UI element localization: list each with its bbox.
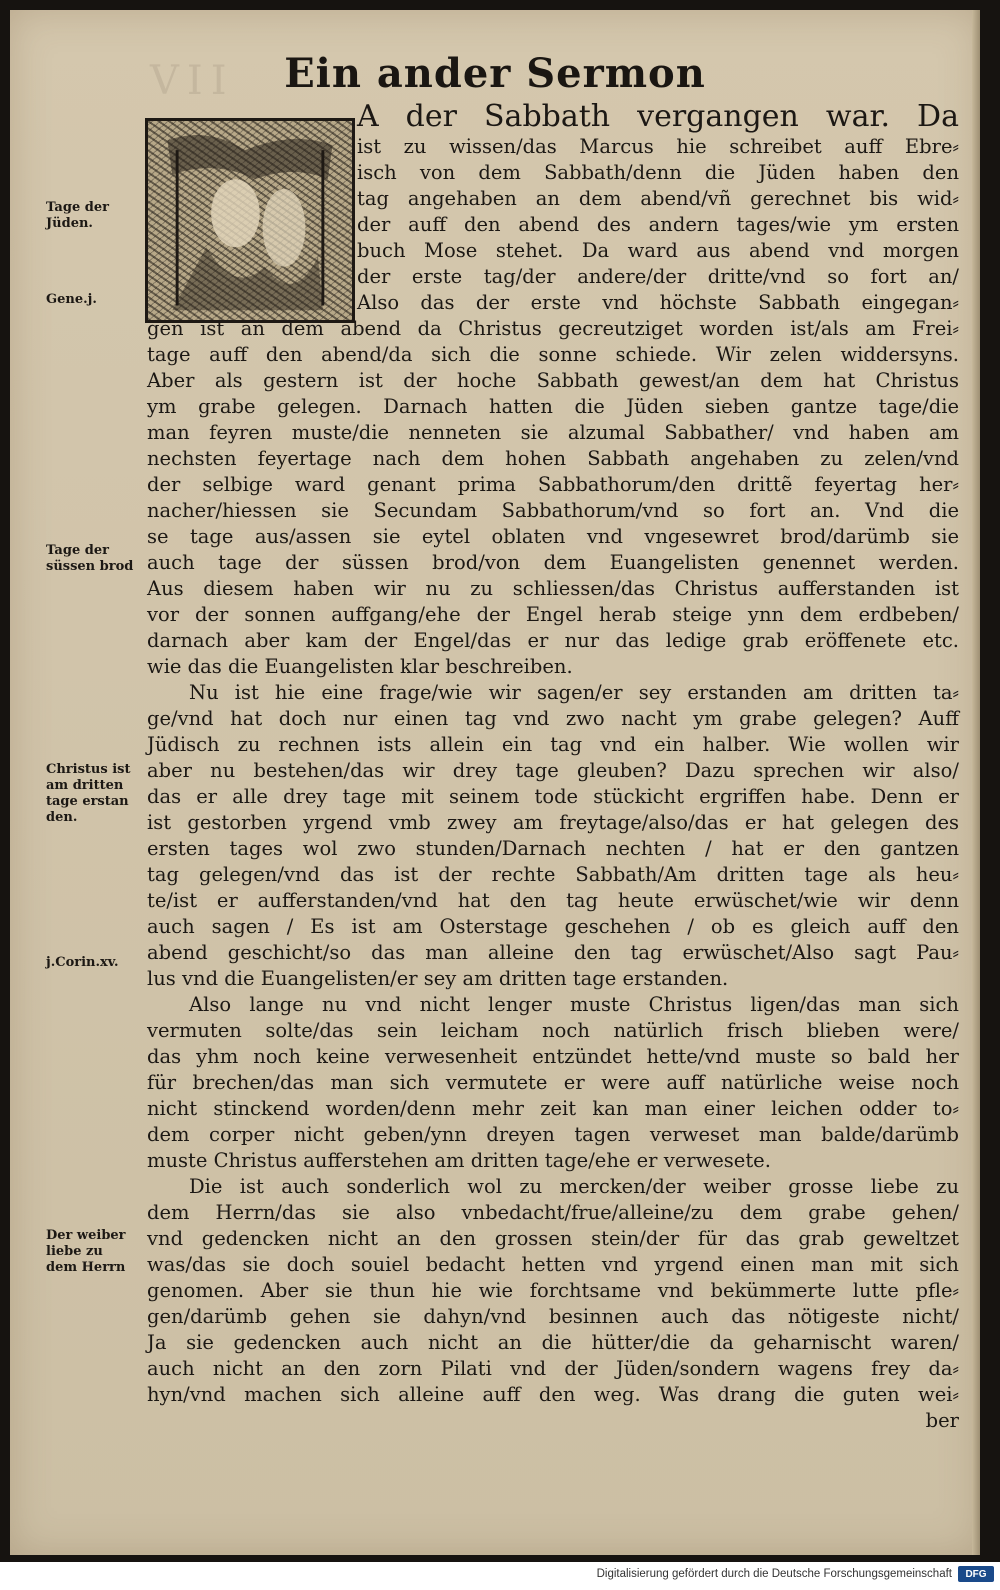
margin-note xyxy=(46,543,156,575)
margin-note xyxy=(46,955,156,971)
margin-note-line: tage erstan xyxy=(46,794,129,809)
text-line: muste Christus aufferstehen am dritten tage/ehe er verwesete. xyxy=(147,1149,771,1172)
funding-credit: Digitalisierung gefördert durch die Deutsche Forschungsgemeinschaft xyxy=(596,1568,952,1580)
text-line: vor der sonnen auffgang/ehe der Engel herab steige ynn dem erdbeben/ xyxy=(147,603,959,626)
text-line: auch sagen / Es ist am Osterstage geschehen / ob es gleich auff den xyxy=(147,915,959,938)
text-line: te/ist er aufferstanden/vnd hat den tag heute erwüschet/wie wir denn xyxy=(147,889,959,912)
text-line: genomen. Aber sie thun hie wie forchtsame vnd bekümmerte lutte pfle⸗ xyxy=(147,1279,959,1302)
text-line: dem Herrn/das sie also vnbedacht/frue/alleine/zu dem grabe gehen/ xyxy=(147,1201,959,1224)
margin-note-line: Tage der xyxy=(46,543,109,558)
page-edge xyxy=(972,10,980,1555)
text-line: tag angehaben an dem abend/vñ gerechnet bis wid⸗ xyxy=(357,187,959,210)
dfg-logo: DFG xyxy=(958,1566,994,1582)
text-line: Aus diesem haben wir nu zu schliessen/das Christus aufferstanden ist xyxy=(147,577,959,600)
running-title: Ein ander Sermon xyxy=(284,50,706,97)
text-line: gen/darümb gehen sie dahyn/vnd besinnen auch das nötigeste nicht/ xyxy=(147,1305,959,1328)
text-line: der selbige ward genant prima Sabbathorum/den drittẽ feyertag her⸗ xyxy=(147,473,959,496)
margin-note-line: Gene.j. xyxy=(46,292,97,307)
text-line: was/das sie doch souiel bedacht hetten vnd yrgend einen man mit sich xyxy=(147,1253,959,1276)
text-line: der auff den abend des andern tages/wie ym ersten xyxy=(357,213,959,236)
text-line: hyn/vnd machen sich alleine auff den weg. Was drang die guten wei⸗ xyxy=(147,1383,959,1406)
margin-note-line: am dritten xyxy=(46,778,124,793)
main-text-block xyxy=(147,100,959,1434)
text-line: auch nicht an den zorn Pilati vnd der Jüden/sondern wagens frey da⸗ xyxy=(147,1357,959,1380)
text-line: ym grabe gelegen. Darnach hatten die Jüden sieben gantze tage/die xyxy=(147,395,959,418)
text-line: buch Mose stehet. Da ward aus abend vnd morgen xyxy=(357,239,959,262)
text-line: ist gestorben yrgend vmb zwey am freytage/also/das er hat gelegen des xyxy=(147,811,959,834)
text-line: vermuten solte/das sein leicham noch natürlich frisch blieben were/ xyxy=(147,1019,959,1042)
text-line: nacher/hiessen sie Secundam Sabbathorum/vnd so fort an. Vnd die xyxy=(147,499,959,522)
text-line: für brechen/das man sich vermutete er were auff natürliche weise noch xyxy=(147,1071,959,1094)
text-line: isch von dem Sabbath/denn die Jüden haben den xyxy=(357,161,959,184)
text-line: ge/vnd hat doch nur einen tag vnd zwo nacht ym grabe gelegen? Auff xyxy=(147,707,959,730)
margin-note-line: süssen brod xyxy=(46,559,134,574)
text-line: tag gelegen/vnd das ist der rechte Sabbath/Am dritten tage als heu⸗ xyxy=(147,863,959,886)
footer-bar xyxy=(0,1562,1000,1590)
text-line: der erste tag/der andere/der dritte/vnd so fort an/ xyxy=(357,265,959,288)
margin-note-line: Jüden. xyxy=(46,216,93,231)
text-line: Also das der erste vnd höchste Sabbath eingegan⸗ xyxy=(357,291,959,314)
margin-note xyxy=(46,292,156,308)
catchword: ber xyxy=(925,1409,959,1432)
margin-note-line: Der weiber xyxy=(46,1228,126,1243)
text-line: lus vnd die Euangelisten/er sey am dritten tage erstanden. xyxy=(147,967,729,990)
margin-note-line: j.Corin.xv. xyxy=(46,955,119,970)
text-line: auch tage der süssen brod/von dem Euangelisten genennet werden. xyxy=(147,551,959,574)
text-line: das er alle drey tage mit seinem tode stückicht ergriffen habe. Denn er xyxy=(147,785,959,808)
margin-note xyxy=(46,200,156,232)
text-line: abend geschicht/so das man alleine den tag erwüschet/Also sagt Pau⸗ xyxy=(147,941,959,964)
margin-note-line: Tage der xyxy=(46,200,109,215)
text-line: aber nu bestehen/das wir drey tage gleuben? Dazu sprechen wir also/ xyxy=(147,759,959,782)
text-line: gen ist an dem abend da Christus gecreutziget worden ist/als am Frei⸗ xyxy=(147,317,959,340)
text-line: Jüdisch zu rechnen ists allein ein tag vnd ein halber. Wie wollen wir xyxy=(147,733,959,756)
text-line: ist zu wissen/das Marcus hie schreibet auff Ebre⸗ xyxy=(357,135,959,158)
margin-note xyxy=(46,762,156,826)
text-line: darnach aber kam der Engel/das er nur das ledige grab eröffenete etc. xyxy=(147,629,959,652)
text-line: das yhm noch keine verwesenheit entzündet hette/vnd muste so bald her xyxy=(147,1045,959,1068)
text-line: man feyren muste/die nenneten sie alzumal Sabbather/ vnd haben am xyxy=(147,421,959,444)
margin-note-line: liebe zu xyxy=(46,1244,103,1259)
text-line: Die ist auch sonderlich wol zu mercken/der weiber grosse liebe zu xyxy=(189,1175,959,1198)
text-line: se tage aus/assen sie eytel oblaten vnd vngesewret brod/darümb sie xyxy=(147,525,959,548)
text-line: wie das die Euangelisten klar beschreiben. xyxy=(147,655,573,678)
text-line: dem corper nicht geben/ynn dreyen tagen verweset man balde/darümb xyxy=(147,1123,959,1146)
text-line: Aber als gestern ist der hoche Sabbath gewest/an dem hat Christus xyxy=(147,369,959,392)
margin-note xyxy=(46,1228,156,1276)
show-through-text: VII xyxy=(150,58,235,104)
text-line: tage auff den abend/da sich die sonne schiede. Wir zelen widdersyns. xyxy=(147,343,959,366)
text-line: A der Sabbath vergangen war. Da xyxy=(357,99,959,134)
text-line: Also lange nu vnd nicht lenger muste Christus ligen/das man sich xyxy=(189,993,959,1016)
text-line: nicht stinckend worden/denn mehr zeit kan man einer leichen odder to⸗ xyxy=(147,1097,959,1120)
text-line: ersten tages wol zwo stunden/Darnach nechten / hat er den gantzen xyxy=(147,837,959,860)
margin-note-line: Christus ist xyxy=(46,762,131,777)
text-line: vnd gedencken nicht an den grossen stein/der für das grab geweltzet xyxy=(147,1227,959,1250)
margin-note-line: den. xyxy=(46,810,78,825)
margin-note-line: dem Herrn xyxy=(46,1260,126,1275)
text-line: Nu ist hie eine frage/wie wir sagen/er sey erstanden am dritten ta⸗ xyxy=(189,681,959,704)
text-line: nechsten feyertage nach dem hohen Sabbath angehaben zu zelen/vnd xyxy=(147,447,959,470)
text-line: Ja sie gedencken auch nicht an die hütter/die da geharnischt waren/ xyxy=(147,1331,959,1354)
